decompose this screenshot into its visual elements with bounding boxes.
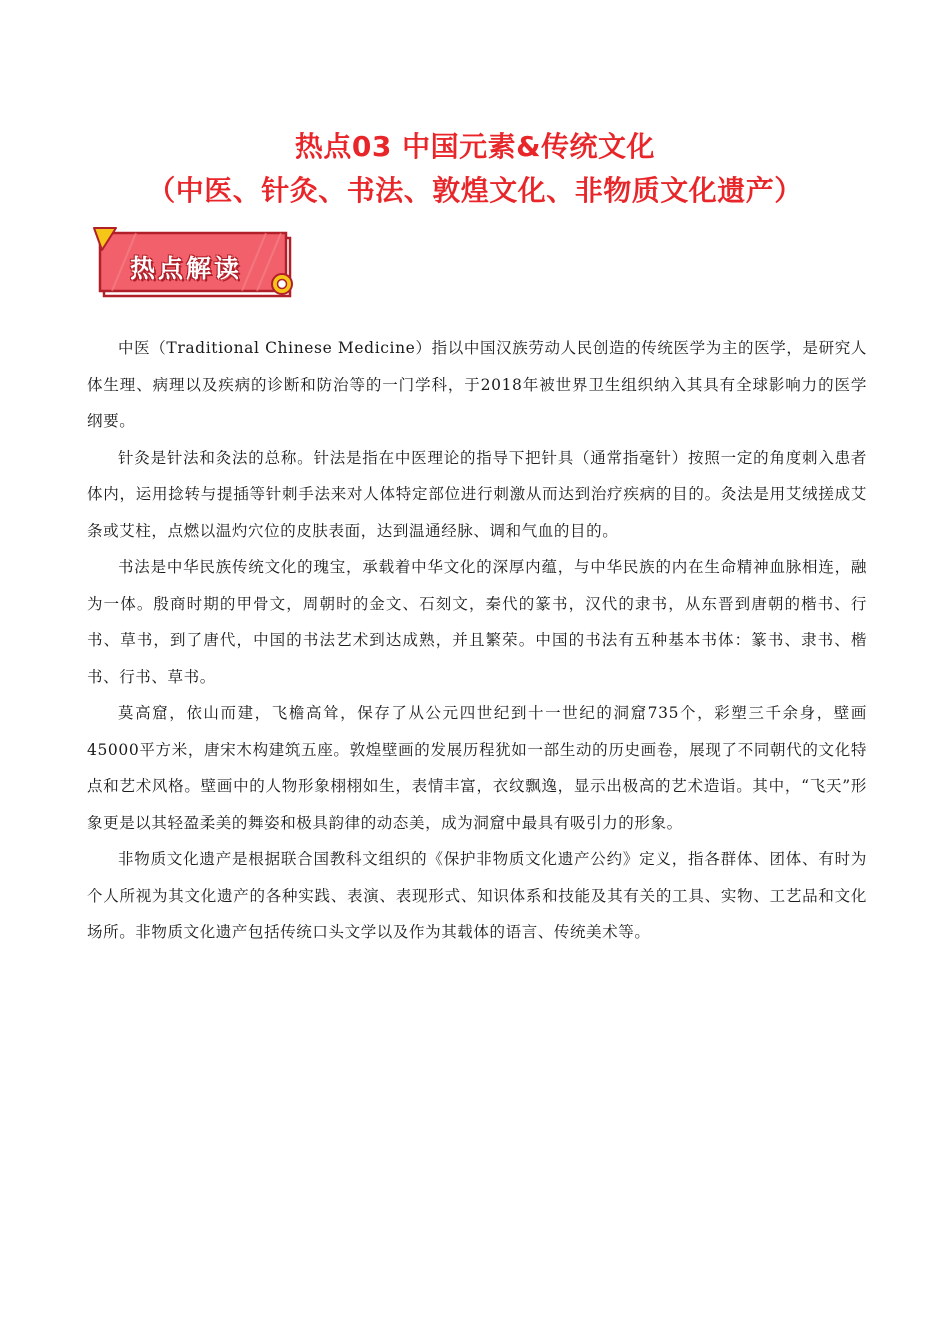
badge-label: 热点解读 [130,254,243,283]
title-subtitle: （中医、针灸、书法、敦煌文化、非物质文化遗产） [147,174,803,207]
paragraph-tcm: 中医（Traditional Chinese Medicine）指以中国汉族劳动人民创造的传统医学为主的医学，是研究人体生理、病理以及疾病的诊断和防治等的一门学科，于2018年被世界卫生组织纳入其具有全球影响力的医学纲要。 [87,339,867,430]
paragraph-calligraphy: 书法是中华民族传统文化的瑰宝，承载着中华文化的深厚内蕴，与中华民族的内在生命精神血脉相连，融为一体。殷商时期的甲骨文，周朝时的金文、石刻文，秦代的篆书，汉代的隶书，从东晋到唐朝的楷书、行书、草书，到了唐代，中国的书法艺术到达成熟，并且繁荣。中国的书法有五种基本书体：篆书、隶书、楷书、行书、草书。 [87,558,867,686]
document-title [0,128,950,210]
paragraph-intangible-heritage: 非物质文化遗产是根据联合国教科文组织的《保护非物质文化遗产公约》定义，指各群体、团体、有时为个人所视为其文化遗产的各种实践、表演、表现形式、知识体系和技能及其有关的工具、实物、工艺品和文化场所。非物质文化遗产包括传统口头文学以及作为其载体的语言、传统美术等。 [87,850,867,941]
hotspot-badge [92,224,302,308]
paragraph-acupuncture: 针灸是针法和灸法的总称。针法是指在中医理论的指导下把针具（通常指毫针）按照一定的角度刺入患者体内，运用捻转与提插等针刺手法来对人体特定部位进行刺激从而达到治疗疾病的目的。灸法是用艾绒搓成艾条或艾柱，点燃以温灼穴位的皮肤表面，达到温通经脉、调和气血的目的。 [87,448,867,540]
article-body [87,330,867,951]
title-main: 热点03 中国元素&传统文化 [294,130,656,163]
paragraph-dunhuang: 莫高窟，依山而建，飞檐高耸，保存了从公元四世纪到十一世纪的洞窟735个，彩塑三千余身，壁画45000平方米，唐宋木构建筑五座。敦煌壁画的发展历程犹如一部生动的历史画卷，展现了不同朝代的文化特点和艺术风格。壁画中的人物形象栩栩如生，表情丰富，衣纹飘逸，显示出极高的艺术造诣。其中，“飞天”形象更是以其轻盈柔美的舞姿和极具韵律的动态美，成为洞窟中最具有吸引力的形象。 [87,704,867,832]
